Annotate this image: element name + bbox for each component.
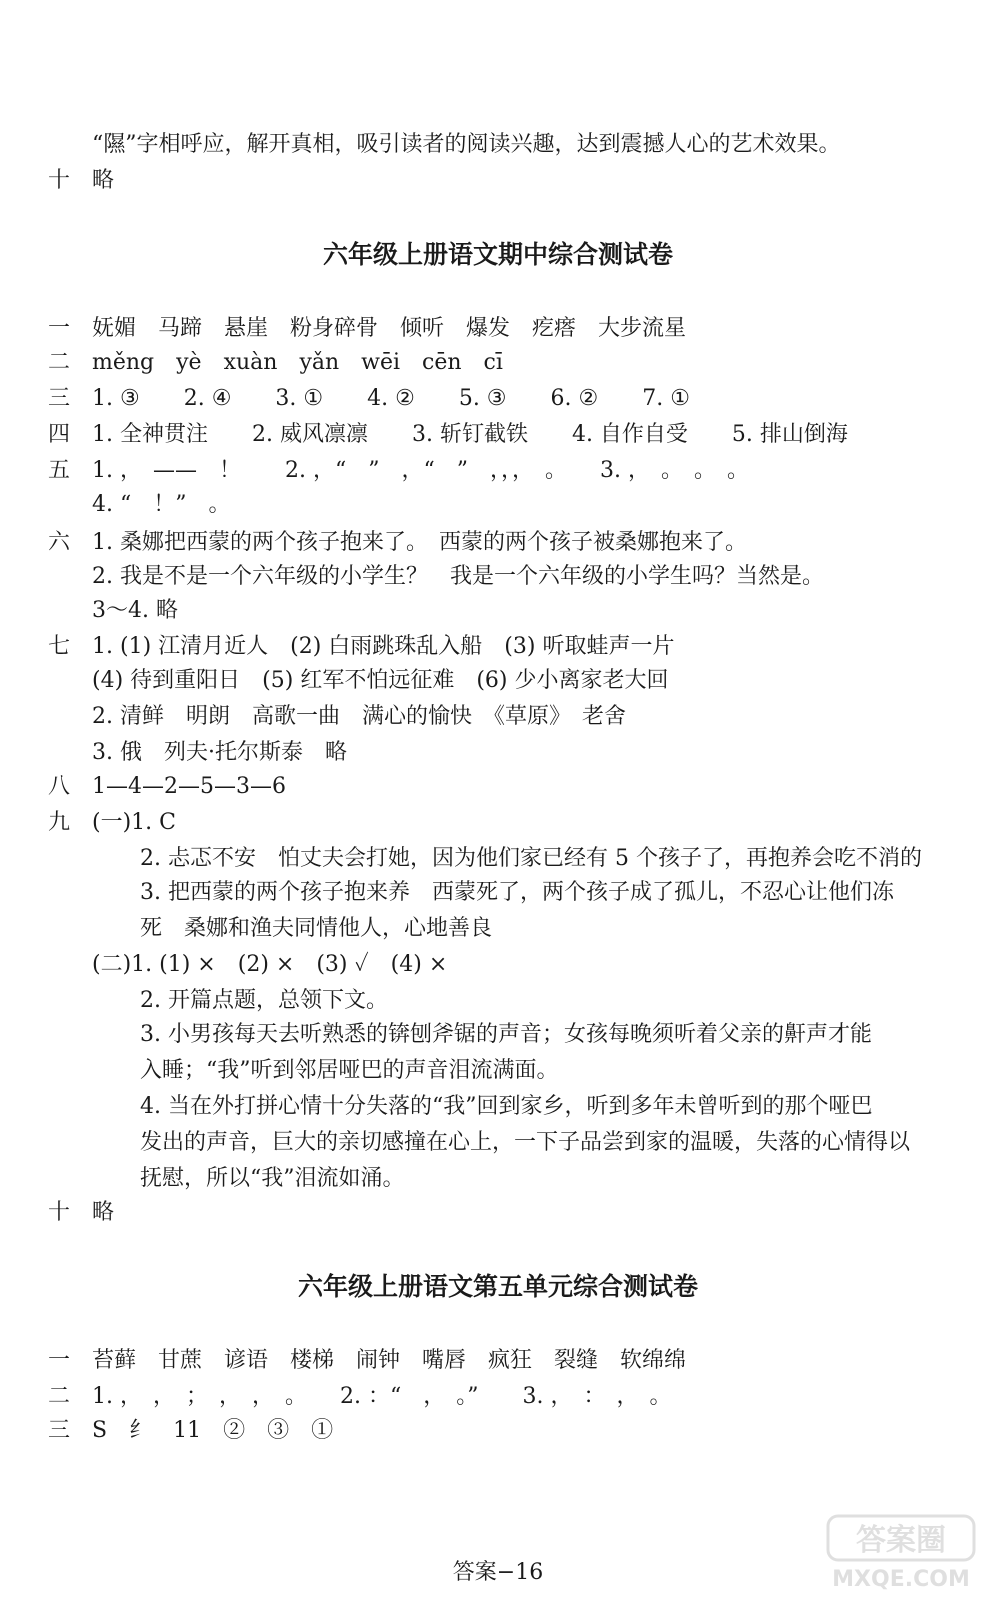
- page-number: 答案−16: [452, 1560, 544, 1585]
- answer-line: 妩媚 马蹄 悬崖 粉身碎骨 倾听 爆发 疙瘩 大步流星: [92, 316, 687, 341]
- question-number: 九: [48, 810, 71, 835]
- answer-line: 苔藓 甘蔗 谚语 楼梯 闹钟 嘴唇 疯狂 裂缝 软绵绵: [92, 1348, 687, 1373]
- answer-line: (一)1. C: [92, 810, 176, 835]
- answer-line: 2. 开篇点题，总领下文。: [140, 988, 388, 1013]
- section-title-midterm: 六年级上册语文期中综合测试卷: [322, 240, 673, 269]
- answer-line-pinyin: měng yè xuàn yǎn wēi cēn cī: [92, 350, 503, 375]
- answer-line: 1. ， —— ！ 2. ，“ ” ，“ ” ，，， 。 3. ， 。 。 。: [92, 458, 749, 483]
- question-number: 一: [48, 1348, 71, 1373]
- answer-line: 发出的声音，巨大的亲切感撞在心上，一下子品尝到家的温暖，失落的心情得以: [140, 1130, 911, 1155]
- answer-line: 2. 我是不是一个六年级的小学生？ 我是一个六年级的小学生吗？当然是。: [92, 564, 824, 589]
- answer-line: 1. 桑娜把西蒙的两个孩子抱来了。 西蒙的两个孩子被桑娜抱来了。: [92, 530, 747, 555]
- question-number: 二: [48, 1384, 71, 1409]
- svg-text:答案圈: 答案圈: [856, 1523, 946, 1558]
- answer-line: 2. 清鲜 明朗 高歌一曲 满心的愉快 《草原》 老舍: [92, 704, 626, 729]
- answer-line: 略: [92, 1200, 115, 1225]
- answer-line: (二)1. (1) × (2) × (3) ✓ (4) ×: [92, 952, 448, 977]
- answer-10-prev: 略: [92, 168, 115, 193]
- answer-line: 4. 当在外打拼心情十分失落的“我”回到家乡，听到多年未曾听到的那个哑巴: [140, 1094, 873, 1119]
- question-number: 二: [48, 350, 71, 375]
- answer-line: 1. ， ， ； ， ， 。 2. ：“ ， 。” 3. ， ： ， 。: [92, 1384, 672, 1409]
- answer-line: 2. 忐忑不安 怕丈夫会打她，因为他们家已经有 5 个孩子了，再抱养会吃不消的: [140, 846, 922, 871]
- answer-line: 1—4—2—5—3—6: [92, 774, 286, 799]
- question-number: 八: [48, 774, 71, 799]
- question-number: 三: [48, 1418, 71, 1443]
- answer-line: 3. 俄 列夫·托尔斯泰 略: [92, 740, 347, 765]
- svg-text:MXQE.COM: MXQE.COM: [832, 1567, 970, 1592]
- watermark-logo: [826, 1512, 976, 1592]
- answer-line: 3. 把西蒙的两个孩子抱来养 西蒙死了，两个孩子成了孤儿，不忍心让他们冻: [140, 880, 894, 905]
- answer-line: (4) 待到重阳日 (5) 红军不怕远征难 (6) 少小离家老大回: [92, 668, 669, 693]
- continuation-line: “隰”字相呼应，解开真相，吸引读者的阅读兴趣，达到震撼人心的艺术效果。: [92, 132, 841, 157]
- question-number: 五: [48, 458, 71, 483]
- question-number: 三: [48, 386, 71, 411]
- question-number-10-prev: 十: [48, 168, 71, 193]
- question-number: 六: [48, 530, 71, 555]
- answer-line: 3～4. 略: [92, 598, 178, 623]
- question-number: 四: [48, 422, 71, 447]
- answer-line: 1. 全神贯注 2. 威风凛凛 3. 斩钉截铁 4. 自作自受 5. 排山倒海: [92, 422, 848, 447]
- answer-line: 入睡；“我”听到邻居哑巴的声音泪流满面。: [140, 1058, 559, 1083]
- answer-line: S 纟 11 ② ③ ①: [92, 1418, 334, 1443]
- question-number: 七: [48, 634, 71, 659]
- answer-line: 3. 小男孩每天去听熟悉的锛刨斧锯的声音；女孩每晚须听着父亲的鼾声才能: [140, 1022, 872, 1047]
- question-number: 十: [48, 1200, 71, 1225]
- answer-line: 死 桑娜和渔夫同情他人，心地善良: [140, 916, 493, 941]
- section-title-unit5: 六年级上册语文第五单元综合测试卷: [297, 1272, 698, 1301]
- answer-line: 1. (1) 江清月近人 (2) 白雨跳珠乱入船 (3) 听取蛙声一片: [92, 634, 675, 659]
- answer-line: 4. “ ！” 。: [92, 492, 231, 517]
- answer-line: 1. ③ 2. ④ 3. ① 4. ② 5. ③ 6. ② 7. ①: [92, 386, 690, 411]
- answer-line: 抚慰，所以“我”泪流如涌。: [140, 1166, 405, 1191]
- question-number: 一: [48, 316, 71, 341]
